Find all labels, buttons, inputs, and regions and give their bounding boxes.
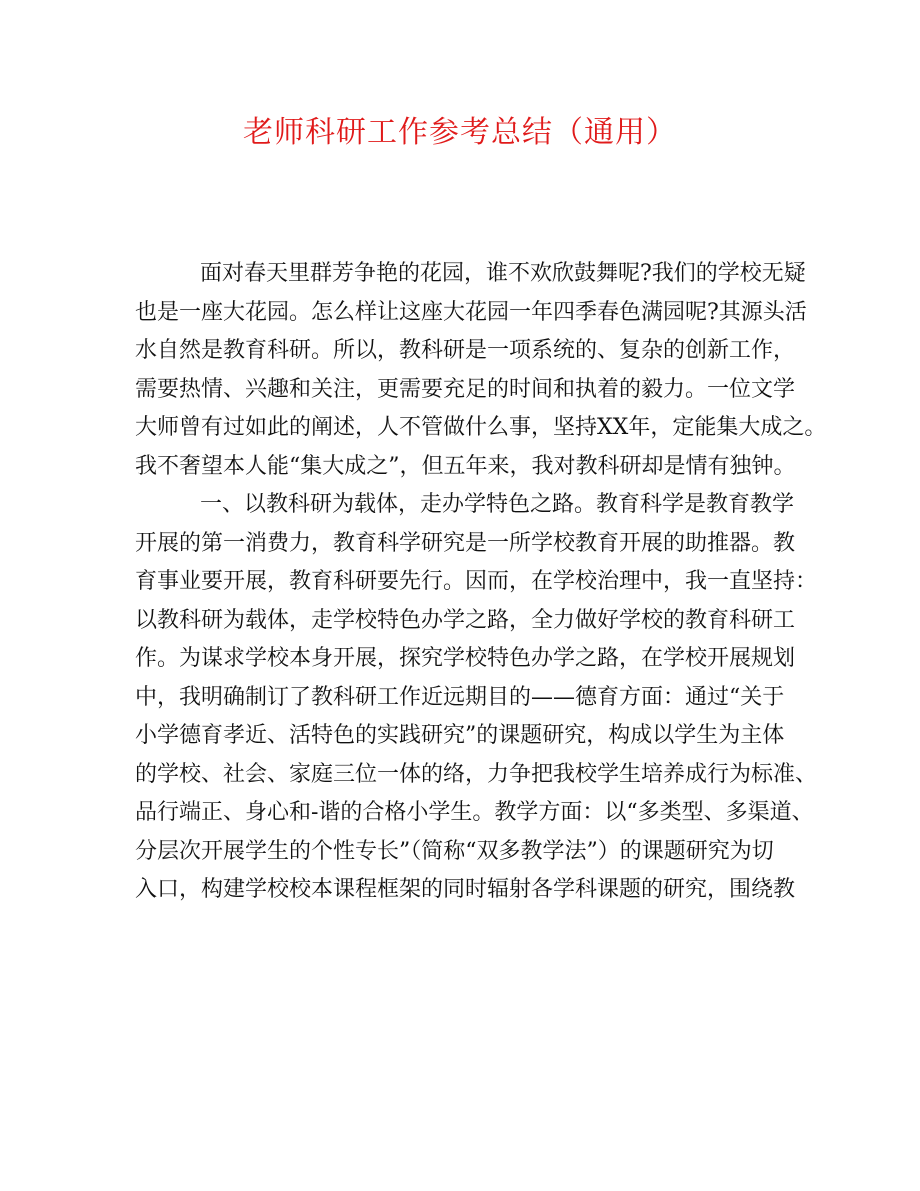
- body-line: 育事业要开展，教育科研要先行。因而，在学校治理中，我一直坚持：: [135, 569, 818, 594]
- body-line: 大师曾有过如此的阐述，人不管做什么事，坚持XX年，定能集大成之。: [135, 415, 827, 440]
- body-line: 我不奢望本人能“集大成之”，但五年来，我对教科研却是情有独钟。: [135, 453, 796, 479]
- body-line: 开展的第一消费力，教育科学研究是一所学校教育开展的助推器。教: [135, 530, 796, 556]
- body-line: 面对春天里群芳争艳的花园，谁不欢欣鼓舞呢?我们的学校无疑: [200, 261, 806, 286]
- body-line: 一、以教科研为载体，走办学特色之路。教育科学是教育教学: [200, 492, 795, 517]
- body-line: 需要热情、兴趣和关注，更需要充足的时间和执着的毅力。一位文学: [135, 376, 796, 402]
- body-line: 作。为谋求学校本身开展，探究学校特色办学之路，在学校开展规划: [135, 646, 796, 671]
- body-line: 品行端正、身心和-谐的合格小学生。教学方面：以“多类型、多渠道、: [135, 800, 814, 825]
- body-line: 也是一座大花园。怎么样让这座大花园一年四季春色满园呢?其源头活: [135, 299, 807, 325]
- body-line: 小学德育孝近、活特色的实践研究”的课题研究，构成以学生为主体: [135, 723, 785, 748]
- body-line: 分层次开展学生的个性专长”（简称“双多教学法”）的课题研究为切: [135, 838, 774, 864]
- document-title: 老师科研工作参考总结（通用）: [243, 115, 677, 150]
- body-line: 水自然是教育科研。所以，教科研是一项系统的、复杂的创新工作，: [135, 338, 796, 363]
- body-line: 中，我明确制订了教科研工作近远期目的——德育方面：通过“关于: [135, 684, 785, 710]
- body-line: 入口，构建学校校本课程框架的同时辐射各学科课题的研究，围绕教: [135, 877, 796, 902]
- body-line: 的学校、社会、家庭三位一体的络，力争把我校学生培养成行为标准、: [135, 761, 818, 787]
- body-line: 以教科研为载体，走学校特色办学之路，全力做好学校的教育科研工: [135, 607, 796, 633]
